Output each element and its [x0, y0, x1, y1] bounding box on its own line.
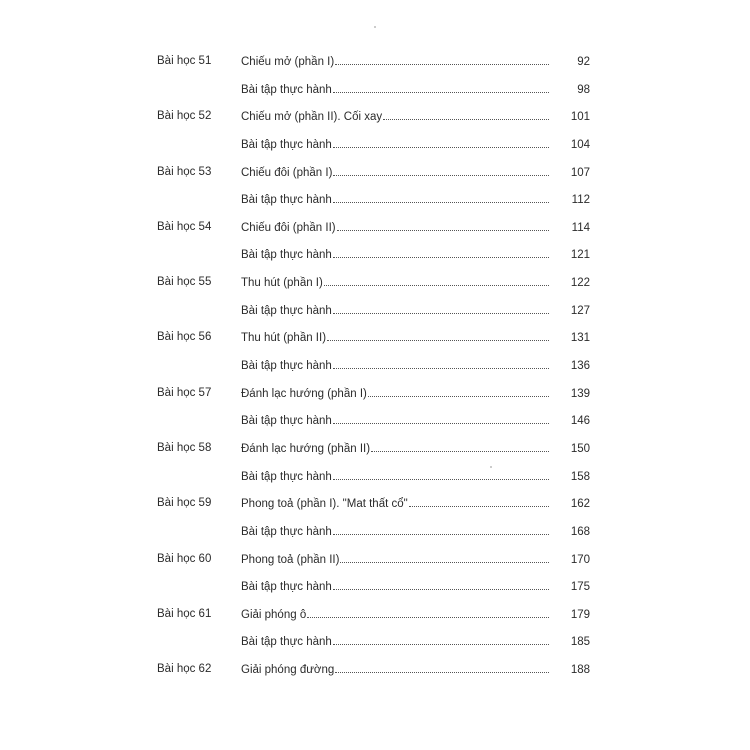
- toc-entry: [241, 442, 590, 455]
- entry-title: Bài tập thực hành: [241, 581, 332, 594]
- page-number: 168: [570, 525, 590, 538]
- toc-entry: [241, 55, 590, 68]
- toc-row: [157, 382, 590, 410]
- entry-title: Đánh lạc hướng (phần I): [241, 387, 367, 400]
- dot-leader: [368, 387, 549, 397]
- lesson-label: Bài học 57: [157, 386, 212, 399]
- dot-leader: [333, 635, 549, 645]
- dot-leader: [333, 580, 549, 590]
- page-number: 121: [570, 249, 590, 262]
- toc-row: [157, 50, 590, 78]
- toc-entry: [241, 635, 590, 648]
- dot-leader: [335, 663, 549, 673]
- toc-entry: [241, 83, 590, 96]
- page-number: 158: [570, 470, 590, 483]
- page-number: 98: [577, 83, 590, 96]
- toc-entry: [241, 497, 590, 510]
- toc-row: [157, 326, 590, 354]
- lesson-label: Bài học 58: [157, 441, 212, 454]
- page-number: 139: [570, 387, 590, 400]
- entry-title: Đánh lạc hướng (phần II): [241, 442, 371, 455]
- toc-entry: [241, 248, 590, 261]
- toc-entry: [241, 331, 590, 344]
- dot-leader: [371, 442, 549, 452]
- lesson-label: Bài học 60: [157, 552, 212, 565]
- toc-entry: [241, 110, 590, 123]
- dot-leader: [307, 608, 549, 618]
- toc-row: [157, 492, 590, 520]
- page-number: 175: [570, 581, 590, 594]
- toc-entry: [241, 166, 590, 179]
- dot-leader: [333, 83, 549, 93]
- toc-row: [157, 216, 590, 244]
- page-number: 146: [570, 415, 590, 428]
- toc-entry: [241, 525, 590, 538]
- lesson-label: Bài học 53: [157, 165, 212, 178]
- toc-row: [157, 409, 590, 437]
- toc-row: [157, 548, 590, 576]
- lesson-label: Bài học 61: [157, 607, 212, 620]
- toc-entry: [241, 580, 590, 593]
- toc-entry: [241, 387, 590, 400]
- dot-leader: [383, 110, 549, 120]
- toc-row: [157, 465, 590, 493]
- page-number: 170: [570, 553, 590, 566]
- lesson-label: Bài học 59: [157, 497, 212, 510]
- table-of-contents: [157, 50, 590, 686]
- toc-entry: [241, 414, 590, 427]
- toc-row: [157, 299, 590, 327]
- toc-entry: [241, 359, 590, 372]
- toc-entry: [241, 304, 590, 317]
- page-number: 92: [577, 56, 590, 68]
- dot-leader: [335, 55, 549, 65]
- toc-row: [157, 603, 590, 631]
- dot-leader: [327, 331, 549, 341]
- entry-title: Bài tập thực hành: [241, 194, 332, 207]
- dot-leader: [333, 470, 549, 480]
- dot-leader: [333, 304, 549, 314]
- page-number: 127: [570, 304, 590, 317]
- page-number: 131: [570, 332, 590, 345]
- page-number: 107: [570, 166, 590, 179]
- paper-speck: [374, 26, 376, 28]
- page-number: 162: [570, 498, 590, 511]
- page-number: 101: [570, 111, 590, 124]
- entry-title: Bài tập thực hành: [241, 83, 332, 96]
- toc-row: [157, 161, 590, 189]
- dot-leader: [333, 138, 549, 148]
- toc-row: [157, 133, 590, 161]
- page-number: 136: [570, 360, 590, 373]
- dot-leader: [340, 553, 549, 563]
- entry-title: Bài tập thực hành: [241, 138, 332, 151]
- dot-leader: [333, 166, 549, 176]
- toc-row: [157, 658, 590, 686]
- dot-leader: [333, 248, 549, 258]
- toc-row: [157, 520, 590, 548]
- dot-leader: [324, 276, 549, 286]
- entry-title: Bài tập thực hành: [241, 249, 332, 262]
- entry-title: Phong toả (phần II): [241, 553, 340, 566]
- toc-row: [157, 188, 590, 216]
- page-number: 122: [570, 277, 590, 290]
- dot-leader: [333, 359, 549, 369]
- page-number: 188: [570, 664, 590, 677]
- toc-entry: [241, 608, 590, 621]
- page-number: 179: [570, 608, 590, 621]
- toc-entry: [241, 138, 590, 151]
- entry-title: Bài tập thực hành: [241, 525, 332, 538]
- toc-row: [157, 437, 590, 465]
- entry-title: Chiếu đôi (phần I): [241, 166, 333, 179]
- entry-title: Phong toả (phần I). "Mat thất cổ": [241, 498, 408, 511]
- dot-leader: [337, 221, 549, 231]
- toc-row: [157, 243, 590, 271]
- dot-leader: [333, 525, 549, 535]
- dot-leader: [409, 497, 549, 507]
- page-number: 114: [571, 221, 590, 234]
- lesson-label: Bài học 62: [157, 663, 212, 676]
- entry-title: Bài tập thực hành: [241, 415, 332, 428]
- entry-title: Thu hút (phần II): [241, 332, 327, 345]
- toc-entry: [241, 276, 590, 289]
- entry-title: Chiếu đôi (phần II): [241, 221, 336, 234]
- toc-entry: [241, 553, 590, 566]
- toc-row: [157, 354, 590, 382]
- page-number: 185: [570, 636, 590, 649]
- entry-title: Thu hút (phần I): [241, 277, 323, 290]
- entry-title: Chiếu mở (phần II). Cối xay: [241, 111, 383, 124]
- entry-title: Bài tập thực hành: [241, 360, 332, 373]
- entry-title: Giải phóng đường: [241, 664, 335, 677]
- page-number: 150: [570, 442, 590, 455]
- toc-row: [157, 630, 590, 658]
- lesson-label: Bài học 52: [157, 110, 212, 123]
- lesson-label: Bài học 54: [157, 220, 212, 233]
- toc-entry: [241, 221, 590, 234]
- toc-entry: [241, 193, 590, 206]
- toc-row: [157, 105, 590, 133]
- lesson-label: Bài học 55: [157, 276, 212, 289]
- entry-title: Bài tập thực hành: [241, 304, 332, 317]
- dot-leader: [333, 193, 549, 203]
- lesson-label: Bài học 56: [157, 331, 212, 344]
- entry-title: Giải phóng ô: [241, 608, 307, 621]
- page-number: 112: [571, 194, 590, 207]
- entry-title: Chiếu mở (phần I): [241, 56, 335, 68]
- entry-title: Bài tập thực hành: [241, 636, 332, 649]
- lesson-label: Bài học 51: [157, 55, 212, 67]
- entry-title: Bài tập thực hành: [241, 470, 332, 483]
- page-number: 104: [570, 138, 590, 151]
- toc-row: [157, 575, 590, 603]
- toc-row: [157, 271, 590, 299]
- toc-entry: [241, 470, 590, 483]
- toc-row: [157, 78, 590, 106]
- toc-entry: [241, 663, 590, 676]
- dot-leader: [333, 414, 549, 424]
